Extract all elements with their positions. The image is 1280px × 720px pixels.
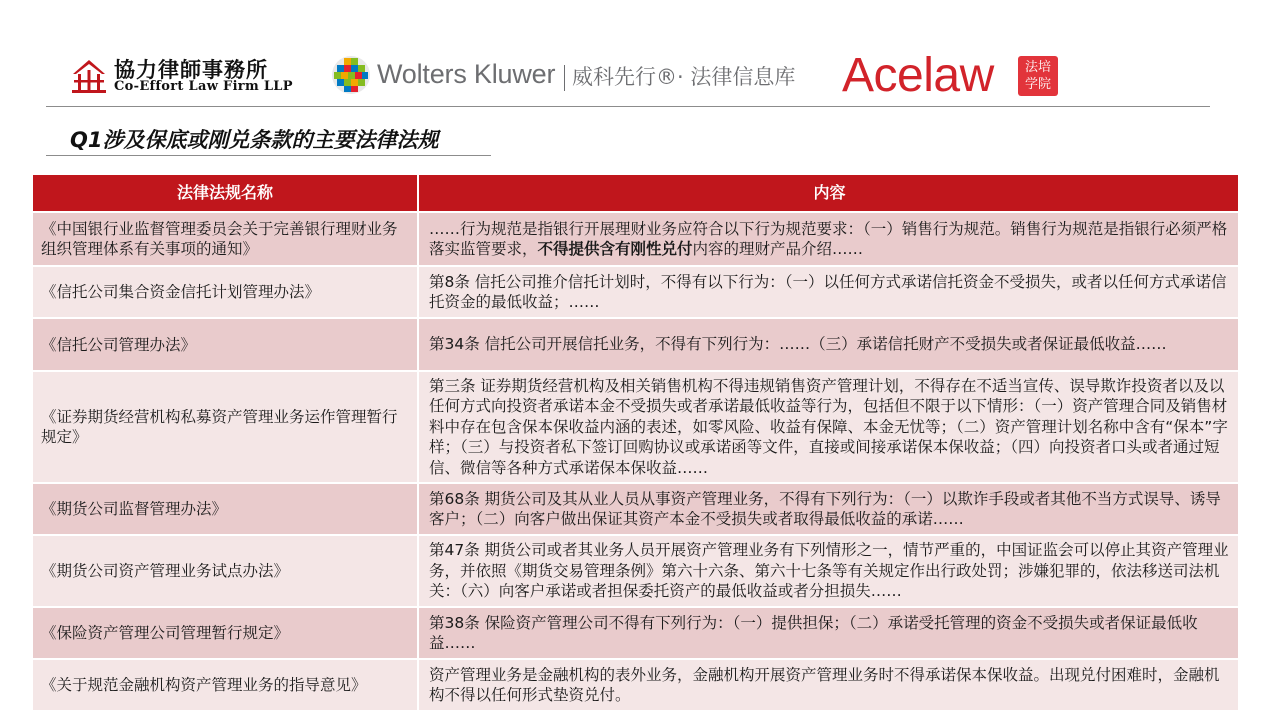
acelaw-seal [1018,56,1058,96]
law-content-cell [417,267,1238,317]
acelaw-logo [842,50,1072,102]
law-content-cell [417,484,1238,534]
page-title: Q1涉及保底或刚兑条款的主要法律法规 [70,128,439,152]
law-name-cell: 《关于规范金融机构资产管理业务的指导意见》 [33,660,417,710]
table-row [33,317,1238,370]
law-name-cell: 《期货公司监督管理办法》 [33,484,417,534]
laws-table [33,175,1238,710]
law-content-text: 第47条 期货公司或者其业务人员开展资产管理业务有下列情形之一，情节严重的，中国证监会可以停止其资产管理业务，并依照《期货交易管理条例》第六十六条、第六十七条等有关规定作出行政处罚；涉嫌犯罪的，依法移送司法机关：（六）向客户承诺或者担保委托资产的最低收益或者分担损失…… [429,541,1229,601]
law-content-text: 第34条 信托公司开展信托业务，不得有下列行为：……（三）承诺信托财产不受损失或者保证最低收益…… [429,335,1167,354]
law-name-cell: 《证券期货经营机构私募资产管理业务运作管理暂行规定》 [33,372,417,482]
law-name-cell: 《保险资产管理公司管理暂行规定》 [33,608,417,658]
header-name-cell: 法律法规名称 [33,175,417,211]
header-content-cell: 内容 [417,175,1238,211]
table-header-row [33,175,1238,211]
wolters-kluwer-globe-icon [331,55,371,95]
table-row [33,265,1238,317]
table-row [33,658,1238,710]
law-content-cell [417,372,1238,482]
law-content-text: 第38条 保险资产管理公司不得有下列行为：（一）提供担保；（二）承诺受托管理的资金不受损失或者保证最低收益…… [429,613,1198,652]
law-name-cell: 《信托公司集合资金信托计划管理办法》 [33,267,417,317]
title-underline [46,155,491,156]
law-content-text: 第68条 期货公司及其从业人员从事资产管理业务，不得有下列行为：（一）以欺诈手段或者其他不当方式误导、诱导客户；（二）向客户做出保证其资产本金不受损失或者取得最低收益的承诺…… [429,489,1221,528]
law-content-text: 资产管理业务是金融机构的表外业务，金融机构开展资产管理业务时不得承诺保本保收益。出现兑付困难时，金融机构不得以任何形式垫资兑付。 [429,665,1220,704]
law-name-cell: 《信托公司管理办法》 [33,319,417,370]
table-row [33,211,1238,265]
law-content-cell [417,213,1238,265]
law-content-cell [417,660,1238,710]
law-content-text: 第8条 信托公司推介信托计划时，不得有以下行为：（一）以任何方式承诺信托资金不受损失，或者以任何方式承诺信托资金的最低收益；…… [429,272,1227,311]
acelaw-seal-line1: 法培 [1024,60,1051,75]
wolters-kluwer-name: Wolters Kluwer [377,59,556,89]
law-name-cell: 《中国银行业监督管理委员会关于完善银行理财业务组织管理体系有关事项的通知》 [33,213,417,265]
table-row [33,482,1238,534]
acelaw-seal-line2: 学院 [1024,77,1051,92]
law-name-cell: 《期货公司资产管理业务试点办法》 [33,536,417,606]
law-content-text-tail: 内容的理财产品介绍…… [692,240,864,258]
table-row [33,534,1238,606]
firm-name-cn: 協力律師事務所 [114,57,268,82]
law-content-cell [417,536,1238,606]
law-content-cell [417,319,1238,370]
wolters-kluwer-divider [564,65,565,91]
co-effort-logo [70,54,310,98]
table-row [33,606,1238,658]
wolters-kluwer-logo [331,53,801,99]
firm-name-en: Co-Effort Law Firm LLP [114,79,293,94]
co-effort-mark-icon [70,58,108,94]
header-divider [46,106,1210,107]
law-content-cell [417,608,1238,658]
table-row [33,370,1238,482]
law-content-text: 第三条 证券期货经营机构及相关销售机构不得违规销售资产管理计划，不得存在不适当宣传、误导欺诈投资者以及以任何方式向投资者承诺本金不受损失或者承诺最低收益等行为，包括但不限于以下情形：（一）资产管理合同及销售材料中存在包含保本保收益内涵的表述，如零风险、收益有保障、本金无忧等；（二）资产管理计划名称中含有“保本”字样；（三）与投资者私下签订回购协议或承诺函等文件，直接或间接承诺保本保收益；（四）向投资者口头或者通过短信、微信等各种方式承诺保本保收益…… [429,376,1228,477]
law-content-emphasis: 不得提供含有刚性兑付 [537,240,693,258]
law-content-text: ……行为规范是指银行开展理财业务应符合以下行为规范要求：（一）销售行为规范。销售行为规范是指银行必须严格落实监管要求， [429,219,1228,258]
acelaw-wordmark: Acelaw [842,49,994,102]
wolters-kluwer-cn: 威科先行®· 法律信息库 [572,65,796,89]
